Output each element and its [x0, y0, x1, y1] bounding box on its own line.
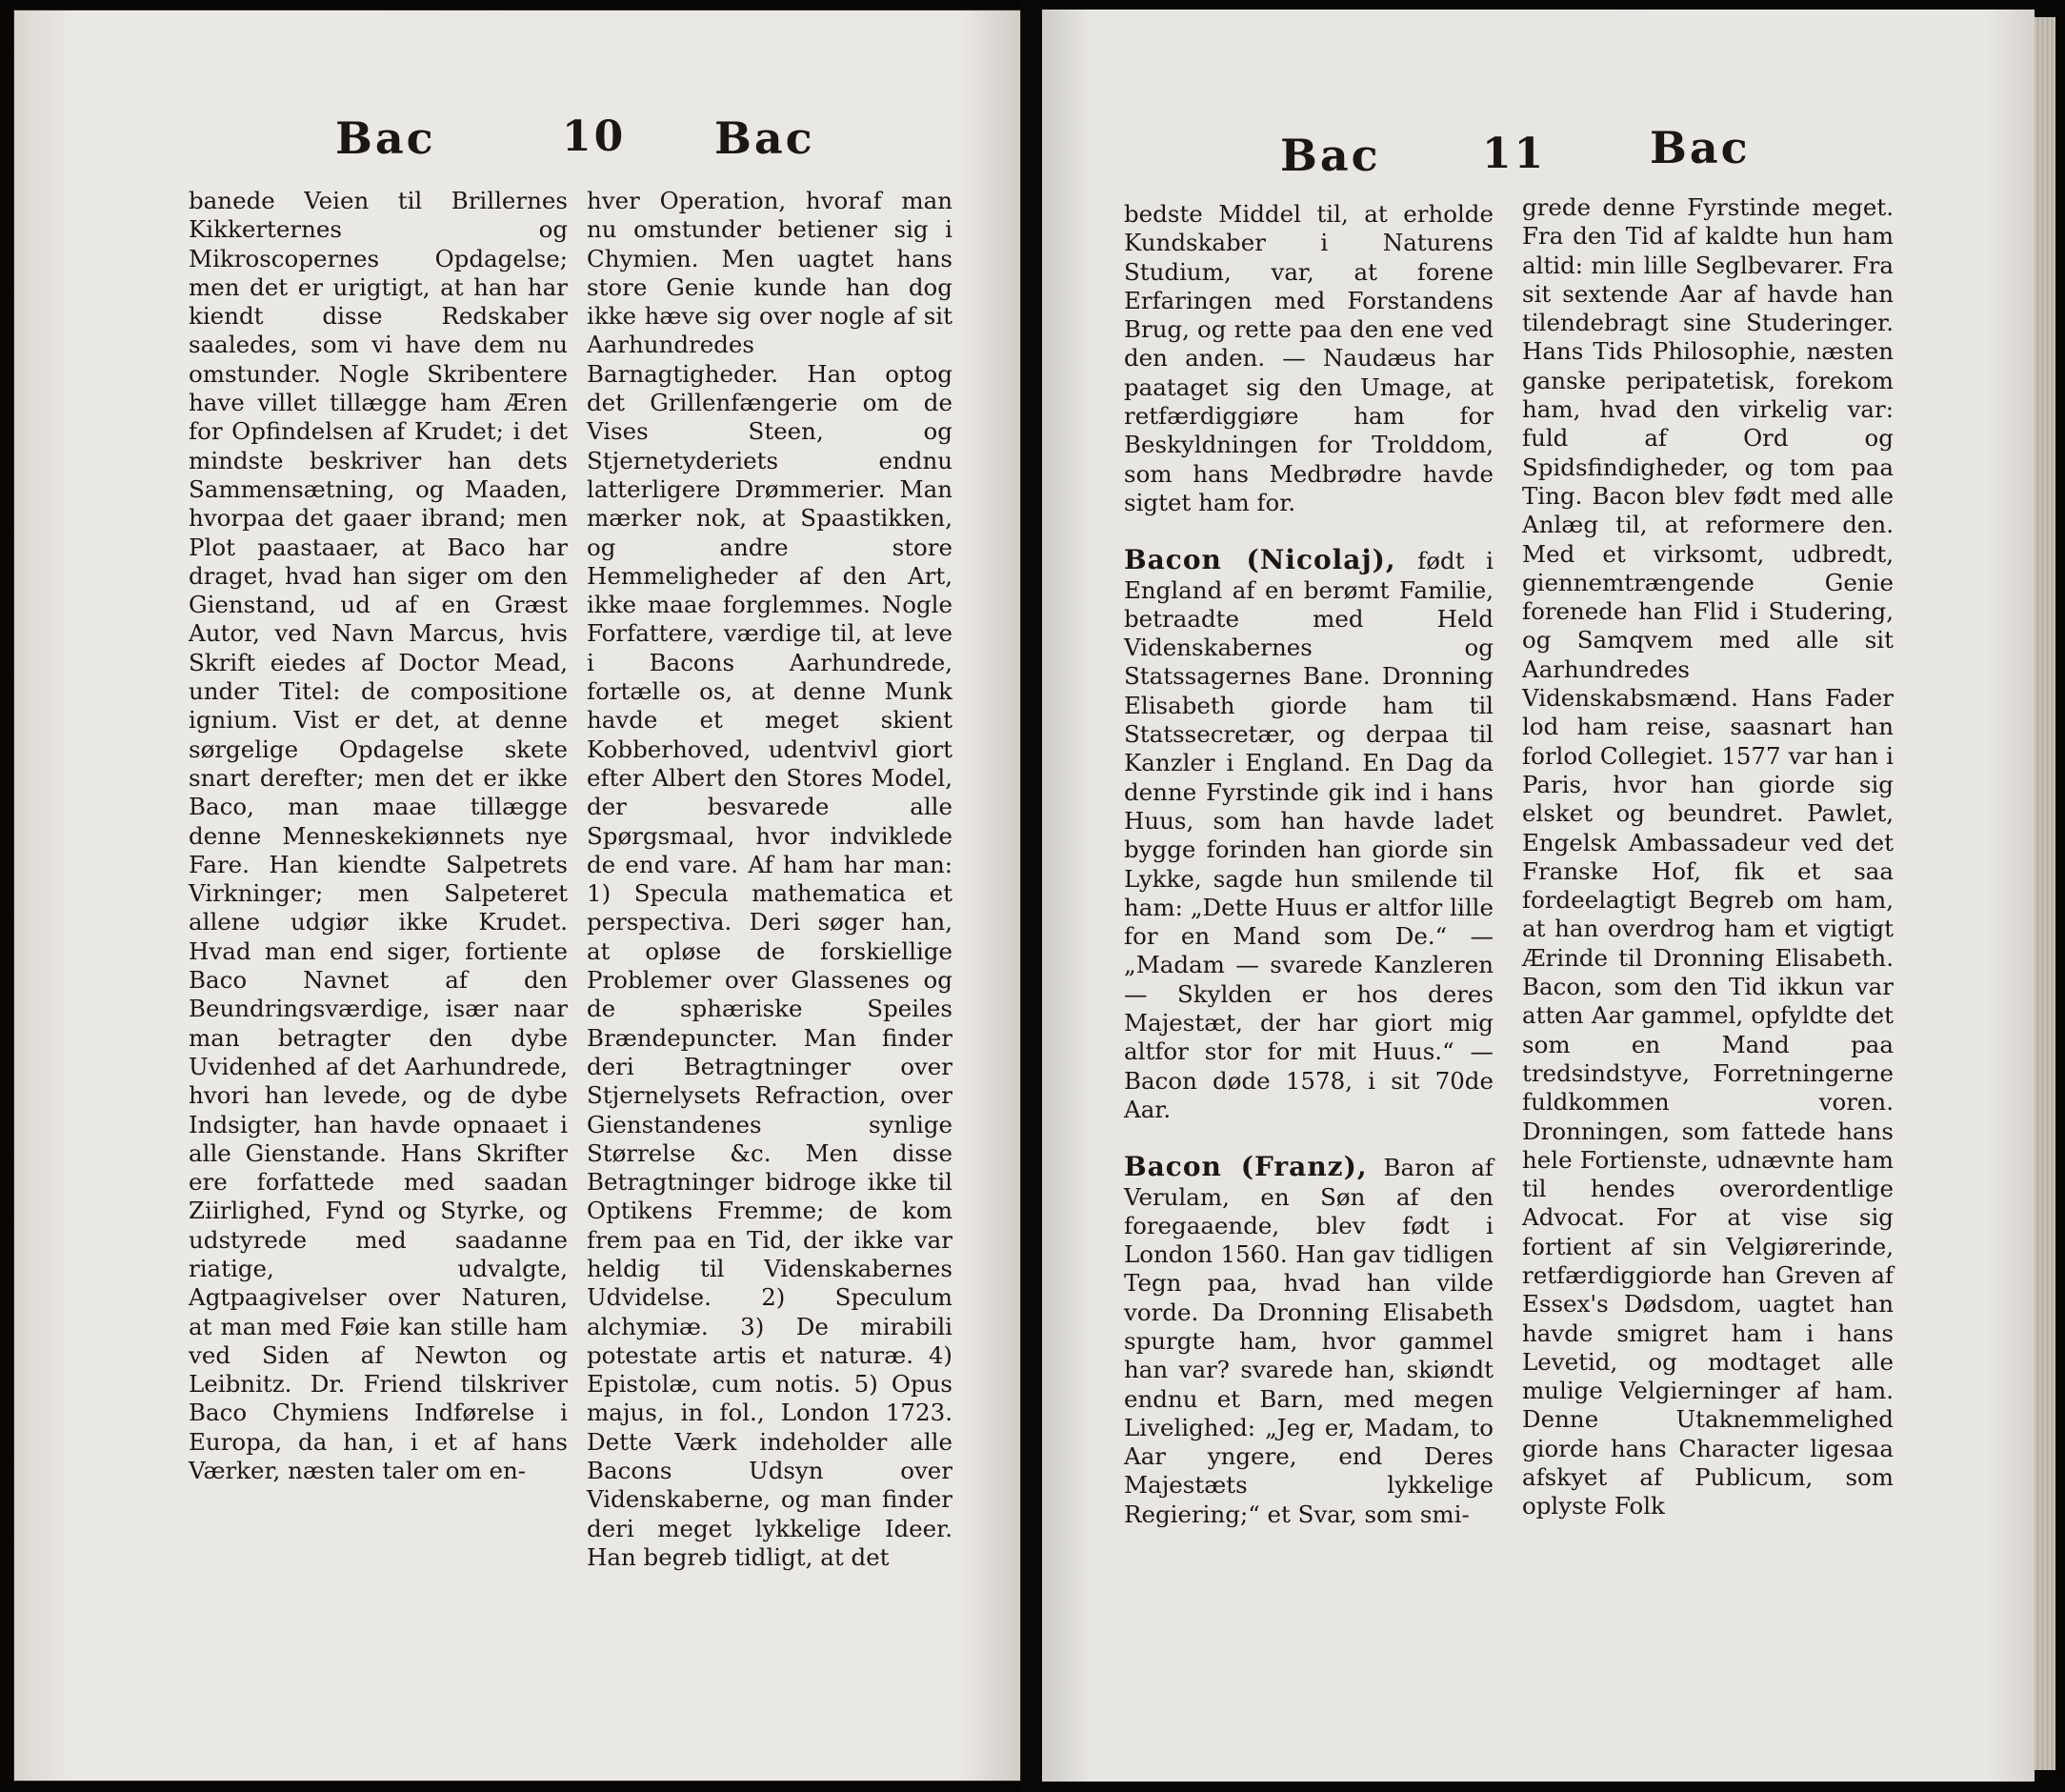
right-running-head-right: Bac: [1650, 122, 1751, 173]
left-column-1-text: banede Veien til Brillernes Kikkerternes og Mikroscopernes Opdagelse; men det er urigtigt, at han har kiendt disse Redskaber saaledes, som vi have dem nu omstunder. Nogle Skribentere have villet tillægge ham Æren for Opfindelsen af Krudet; i det mindste beskriver han dets Sammensætning, og Maaden, hvorpaa det gaaer ibrand; men Plot paastaaer, at Baco har draget, hvad han siger om den Gienstand, ud af en Græst Autor, ved Navn Marcus, hvis Skrift eiedes af Doctor Mead, under Titel: de compositione ignium. Vist er det, at denne sørgelige Opdagelse skete snart derefter; men det er ikke Baco, man maae tillægge denne Menneskekiønnets nye Fare. Han kiendte Salpetrets Virkninger; men Salpeteret allene udgiør ikke Krudet. Hvad man end siger, fortiente Baco Navnet af den Beundringsværdige, især naar man betragter den dybe Uvidenhed af det Aarhundrede, hvori han levede, og de dybe Indsigter, han havde opnaaet i alle Gienstande. Hans Skrifter ere forfattede med saadan Ziirlighed, Fynd og Styrke, og udstyrede med saadanne riatige, udvalgte, Agtpaagivelser over Naturen, at man med Føie kan stille ham ved Siden af Newton og Leibnitz. Dr. Friend tilskriver Baco Chymiens Indførelse i Europa, da han, i et af hans Værker, næsten taler om en-: [189, 187, 568, 1485]
entry-text-bacon-nicolaj: født i England af en berømt Familie, betraadte med Held Videnskabernes og Statssagernes Bane. Dronning Elisabeth giorde ham til Statssecretær, og derpaa til Kanzler i England. En Dag da denne Fyrstinde gik ind i hans Huus, som han havde ladet bygge forinden han giorde sin Lykke, sagde hun smilende til ham: „Dette Huus er altfor lille for en Mand som De.“ — „Madam — svarede Kanzleren — Skylden er hos deres Majestæt, der har giort mig altfor stor for mit Huus.“ — Bacon døde 1578, i sit 70de Aar.: [1124, 547, 1494, 1123]
left-running-head-left: Bac: [335, 112, 436, 164]
right-column-1-paragraph-1: bedste Middel til, at erholde Kundskaber i Naturens Studium, var, at forene Erfaringen med Forstandens Brug, og rette paa den ene ved den anden. — Naudæus har paataget sig den Umage, at retfærdiggiøre ham for Beskyldningen for Trolddom, som hans Medbrødre havde sigtet ham for.: [1124, 200, 1494, 516]
book-gutter: [1021, 0, 1042, 1792]
page-edges: [2035, 17, 2055, 1770]
entry-text-bacon-franz: Baron af Verulam, en Søn af den foregaaende, blev født i London 1560. Han gav tidligen Tegn paa, hvad han vilde vorde. Da Dronning Elisabeth spurgte ham, hvor gammel han var? svarede han, skiøndt endnu et Barn, med megen Livelighed: „Jeg er, Madam, to Aar yngere, end Deres Majestæts lykkelige Regiering;“ et Svar, som smi-: [1124, 1154, 1494, 1528]
left-page-column-1: [189, 187, 568, 1485]
entry-heading-bacon-franz: Bacon (Franz),: [1124, 1151, 1368, 1183]
left-page-number: 10: [562, 112, 627, 161]
right-page-column-1: [1124, 200, 1494, 1529]
left-column-2-text: hver Operation, hvoraf man nu omstunder betiener sig i Chymien. Men uagtet hans store Genie kunde han dog ikke hæve sig over nogle af sit Aarhundredes Barnagtigheder. Han optog det Grillenfængerie om de Vises Steen, og Stjernetyderiets endnu latterligere Drømmerier. Man mærker nok, at Spaastikken, og andre store Hemmeligheder af den Art, ikke maae forglemmes. Nogle Forfattere, værdige til, at leve i Bacons Aarhundrede, fortælle os, at denne Munk havde et meget skient Kobberhoved, udentvivl giort efter Albert den Stores Model, der besvarede alle Spørgsmaal, hvor indviklede de end vare. Af ham har man: 1) Specula mathematica et perspectiva. Deri søger han, at opløse de forskiellige Problemer over Glassenes og de sphæriske Speiles Brændepuncter. Man finder deri Betragtninger over Stjernelysets Refraction, over Gienstandenes synlige Størrelse &c. Men disse Betragtninger bidroge ikke til Optikens Fremme; de kom frem paa en Tid, der ikke var heldig til Videnskabernes Udvidelse. 2) Speculum alchymiæ. 3) De mirabili potestate artis et naturæ. 4) Epistolæ, cum notis. 5) Opus majus, in fol., London 1723. Dette Værk indeholder alle Bacons Udsyn over Videnskaberne, og man finder deri meget lykkelige Ideer. Han begreb tidligt, at det: [587, 187, 952, 1571]
right-running-head-left: Bac: [1280, 130, 1381, 181]
entry-heading-bacon-nicolaj: Bacon (Nicolaj),: [1124, 544, 1396, 576]
right-page-number: 11: [1482, 130, 1547, 178]
entry-bacon-nicolaj: [1124, 546, 1494, 1124]
left-page-column-2: [587, 187, 952, 1572]
right-page-column-2: [1522, 193, 1894, 1521]
entry-bacon-franz: [1124, 1153, 1494, 1529]
left-running-head-right: Bac: [714, 112, 815, 164]
right-column-2-text: grede denne Fyrstinde meget. Fra den Tid af kaldte hun ham altid: min lille Seglbevarer. Fra sit sextende Aar af havde han tilendebragt sine Studeringer. Hans Tids Philosophie, næsten ganske peripatetisk, forekom ham, hvad den virkelig var: fuld af Ord og Spidsfindigheder, og tom paa Ting. Bacon blev født med alle Anlæg til, at reformere den. Med et virksomt, udbredt, giennemtrængende Genie forenede han Flid i Studering, og Samqvem med alle sit Aarhundredes Videnskabsmænd. Hans Fader lod ham reise, saasnart han forlod Collegiet. 1577 var han i Paris, hvor han giorde sig elsket og beundret. Pawlet, Engelsk Ambassadeur ved det Franske Hof, fik et saa fordeelagtigt Begreb om ham, at han overdrog ham et vigtigt Ærinde til Dronning Elisabeth. Bacon, som den Tid ikkun var atten Aar gammel, opfyldte det som en Mand paa tredsindstyve, Forretningerne fuldkommen voren. Dronningen, som fattede hans hele Fortienste, udnævnte ham til hendes overordentlige Advocat. For at vise sig fortient af sin Velgiørerinde, retfærdiggiorde han Greven af Essex's Dødsdom, uagtet han havde smigret ham i hans Levetid, og modtaget alle mulige Velgierninger af ham. Denne Utaknemmelighed giorde hans Character ligesaa afskyet af Publicum, som oplyste Folk: [1522, 193, 1894, 1520]
